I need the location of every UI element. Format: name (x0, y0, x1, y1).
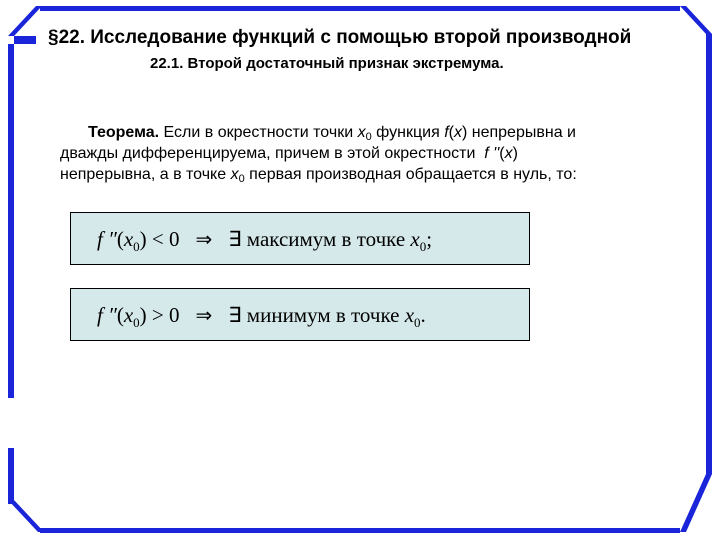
inequality: ) > 0 (139, 303, 180, 327)
theorem-text-2: функция (376, 124, 440, 141)
func-f: f (444, 124, 449, 141)
paren-open: ( (116, 303, 124, 327)
slide-subtitle: 22.1. Второй достаточный признак экстремума. (150, 55, 504, 72)
var-x: x (230, 166, 239, 183)
theorem-text-6: непрерывна, а в точке (60, 166, 227, 183)
minimum-statement: ∃ минимум в точке (228, 303, 400, 327)
theorem-text-5: дважды дифференцируема, причем в этой окрестности (60, 145, 476, 162)
var-sub: 0 (365, 131, 372, 143)
inequality: ) < 0 (139, 227, 180, 251)
theorem-text-4: ) непрерывна и (461, 124, 576, 141)
theorem-label: Теорема. (88, 124, 160, 141)
var-x: x (504, 145, 513, 162)
paren-open: ( (448, 124, 454, 141)
var-sub: 0 (133, 239, 140, 254)
second-derivative-symbol: f ″ (97, 303, 117, 327)
func-fpp: f '' (484, 145, 500, 162)
punctuation: . (420, 303, 426, 327)
maximum-statement: ∃ максимум в точке (228, 227, 406, 251)
var-sub: 0 (414, 315, 421, 330)
second-derivative-symbol: f ″ (97, 227, 117, 251)
punctuation: ; (426, 227, 433, 251)
var-sub: 0 (133, 315, 140, 330)
var-x: x (410, 227, 420, 251)
var-x: x (123, 303, 134, 327)
var-sub: 0 (238, 173, 245, 185)
var-x: x (453, 124, 462, 141)
maximum-condition-box (70, 212, 530, 265)
theorem-text: Теорема. Если в окрестности точки $x_0$ функция f(x) непрерывна и дважды дифференцируема, причем в этой окрестности f ''(x) непрерывна, а в точке $x_0$ первая производная обращается в нуль, то: (60, 124, 577, 185)
minimum-formula (97, 301, 426, 330)
minimum-condition-box (70, 288, 530, 341)
implies-icon: ⇒ (195, 229, 213, 251)
paren-open: ( (499, 145, 505, 162)
var-x: x (123, 227, 134, 251)
paren-open: ( (116, 227, 124, 251)
maximum-formula (97, 225, 432, 254)
var-sub: 0 (419, 239, 427, 254)
implies-icon: ⇒ (195, 305, 213, 327)
slide-title: §22. Исследование функций с помощью второй производной (48, 27, 632, 48)
theorem-text-7: первая производная обращается в нуль, то: (249, 166, 577, 183)
var-x: x (357, 124, 366, 141)
var-x: x (404, 303, 415, 327)
theorem-text-1: Если в окрестности точки (163, 124, 354, 141)
